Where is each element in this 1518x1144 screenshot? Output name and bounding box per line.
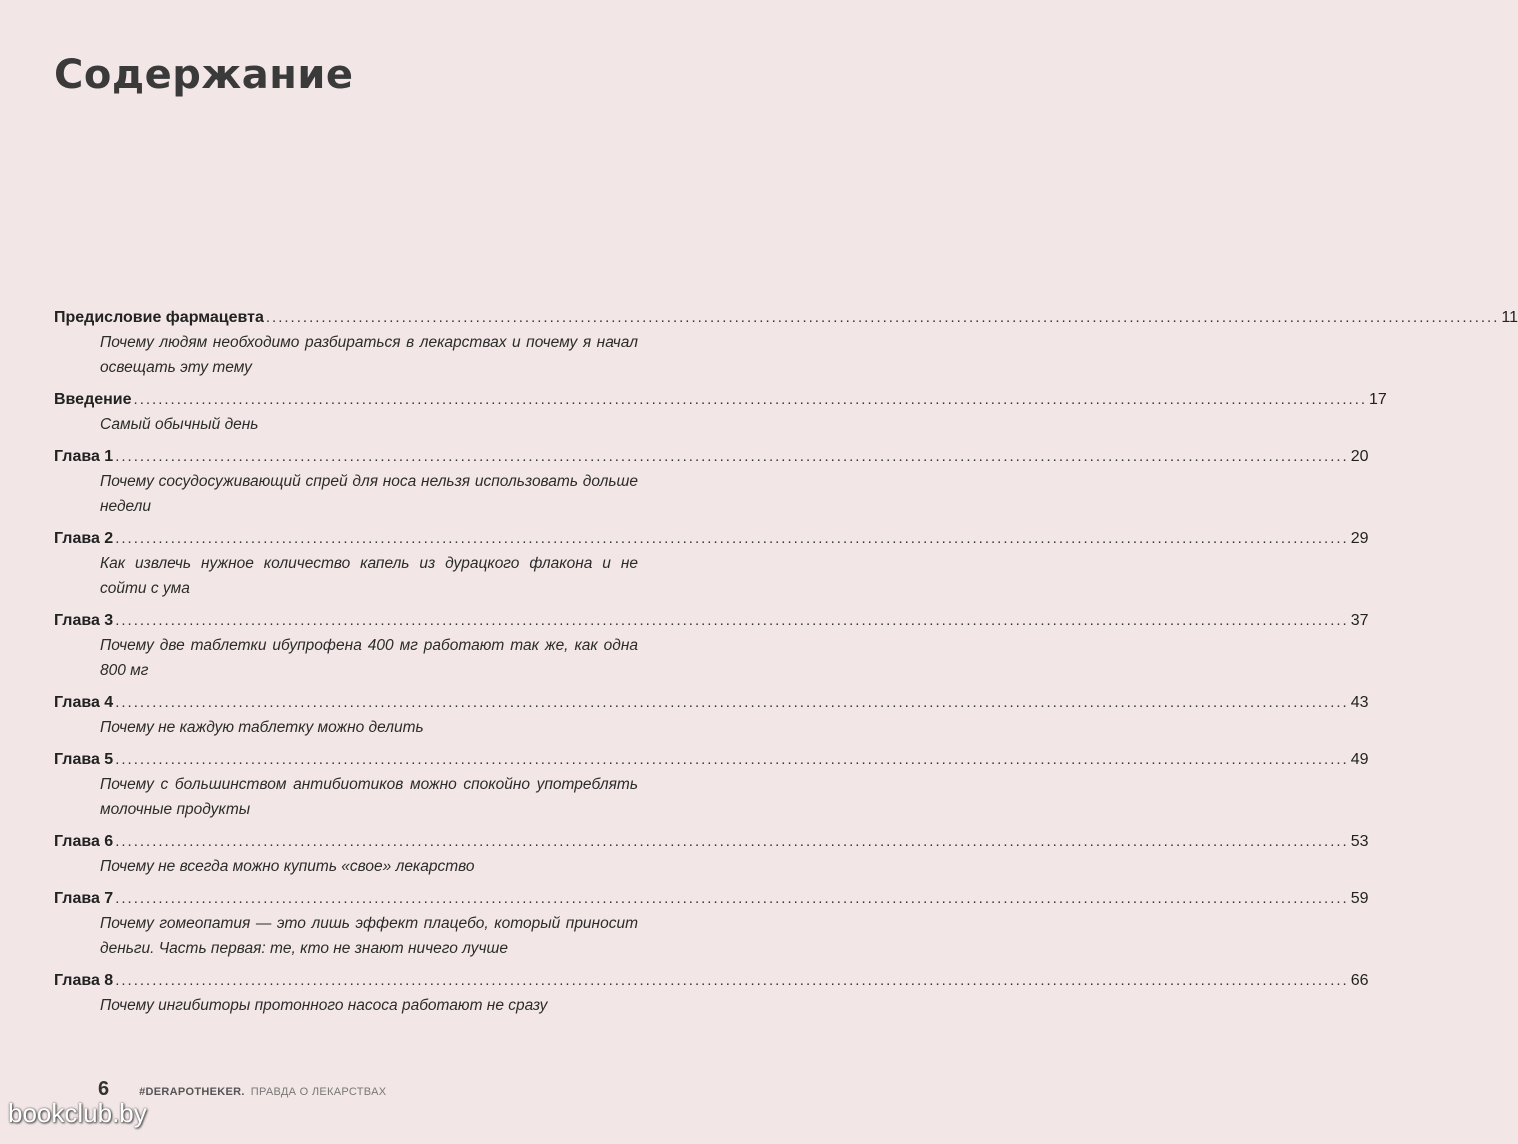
toc-entry-line <box>54 887 1369 911</box>
dot-leader: ........................................................................................................................................................................................................ <box>115 448 1349 465</box>
toc-entry-line <box>54 527 1369 551</box>
chapter-title: Введение <box>54 391 132 408</box>
toc-entry <box>54 969 1369 1018</box>
chapter-subtitle: Почему с большинством антибиотиков можно спокойно употреблять молочные продукты <box>100 776 638 818</box>
toc-entry <box>54 445 1369 519</box>
footer-brand: #DERAPOTHEKER. <box>139 1086 245 1098</box>
chapter-subtitle: Самый обычный день <box>100 416 259 433</box>
toc-entry <box>54 609 1369 683</box>
toc-entry-line <box>54 969 1369 993</box>
chapter-title: Глава 1 <box>54 448 114 465</box>
page-number: 6 <box>98 1078 110 1100</box>
chapter-subtitle: Почему гомеопатия — это лишь эффект плацебо, который приносит деньги. Часть первая: те, кто не знают ничего лучше <box>100 915 638 957</box>
chapter-subtitle: Почему не всегда можно купить «свое» лекарство <box>100 858 475 875</box>
chapter-page-number: 59 <box>1350 890 1369 907</box>
toc-entry-line <box>54 445 1369 469</box>
dot-leader: ........................................................................................................................................................................................................ <box>133 391 1368 408</box>
chapter-page-number: 11 <box>1501 309 1518 326</box>
chapter-page-number: 17 <box>1369 391 1387 408</box>
page-title: Содержание <box>54 52 354 98</box>
chapter-subtitle: Почему две таблетки ибупрофена 400 мг работают так же, как одна 800 мг <box>100 637 638 679</box>
chapter-title: Предисловие фармацевта <box>54 309 264 326</box>
chapter-page-number: 43 <box>1350 694 1369 711</box>
toc-entry <box>54 830 1369 879</box>
chapter-page-number: 53 <box>1350 833 1369 850</box>
chapter-page-number: 66 <box>1350 972 1369 989</box>
toc-entry-line <box>54 830 1369 854</box>
chapter-title: Глава 6 <box>54 833 114 850</box>
chapter-title: Глава 8 <box>54 972 114 989</box>
table-of-contents <box>54 306 1518 1026</box>
toc-entry <box>54 887 1369 961</box>
chapter-page-number: 49 <box>1350 751 1369 768</box>
chapter-title: Глава 2 <box>54 530 114 547</box>
dot-leader: ........................................................................................................................................................................................................ <box>115 833 1349 850</box>
toc-entry-line <box>54 691 1369 715</box>
dot-leader: ........................................................................................................................................................................................................ <box>115 751 1349 768</box>
chapter-title: Глава 4 <box>54 694 114 711</box>
chapter-title: Глава 7 <box>54 890 114 907</box>
dot-leader: ........................................................................................................................................................................................................ <box>115 890 1349 907</box>
dot-leader: ........................................................................................................................................................................................................ <box>115 972 1349 989</box>
toc-entry <box>54 691 1369 740</box>
toc-entry <box>54 388 1387 437</box>
toc-entry <box>54 306 1518 380</box>
chapter-subtitle: Как извлечь нужное количество капель из дурацкого флакона и не сойти с ума <box>100 555 638 597</box>
toc-entry-line <box>54 748 1369 772</box>
toc-entry-line <box>54 609 1369 633</box>
toc-entry-line <box>54 388 1387 412</box>
chapter-subtitle: Почему сосудосуживающий спрей для носа нельзя использовать дольше недели <box>100 473 638 515</box>
dot-leader: ........................................................................................................................................................................................................ <box>115 694 1349 711</box>
toc-entry <box>54 527 1369 601</box>
chapter-page-number: 20 <box>1350 448 1369 465</box>
chapter-subtitle: Почему ингибиторы протонного насоса работают не сразу <box>100 997 548 1014</box>
toc-entry <box>54 748 1369 822</box>
toc-entry-line <box>54 306 1518 330</box>
chapter-page-number: 37 <box>1350 612 1369 629</box>
dot-leader: ........................................................................................................................................................................................................ <box>115 612 1349 629</box>
chapter-subtitle: Почему людям необходимо разбираться в лекарствах и почему я начал освещать эту тему <box>100 334 638 376</box>
chapter-subtitle: Почему не каждую таблетку можно делить <box>100 719 424 736</box>
footer-book-title: ПРАВДА О ЛЕКАРСТВАХ <box>250 1086 387 1098</box>
chapter-title: Глава 3 <box>54 612 114 629</box>
watermark: bookclub.by <box>8 1098 147 1128</box>
chapter-title: Глава 5 <box>54 751 114 768</box>
dot-leader: ........................................................................................................................................................................................................ <box>265 309 1500 326</box>
dot-leader: ........................................................................................................................................................................................................ <box>115 530 1349 547</box>
chapter-page-number: 29 <box>1350 530 1369 547</box>
